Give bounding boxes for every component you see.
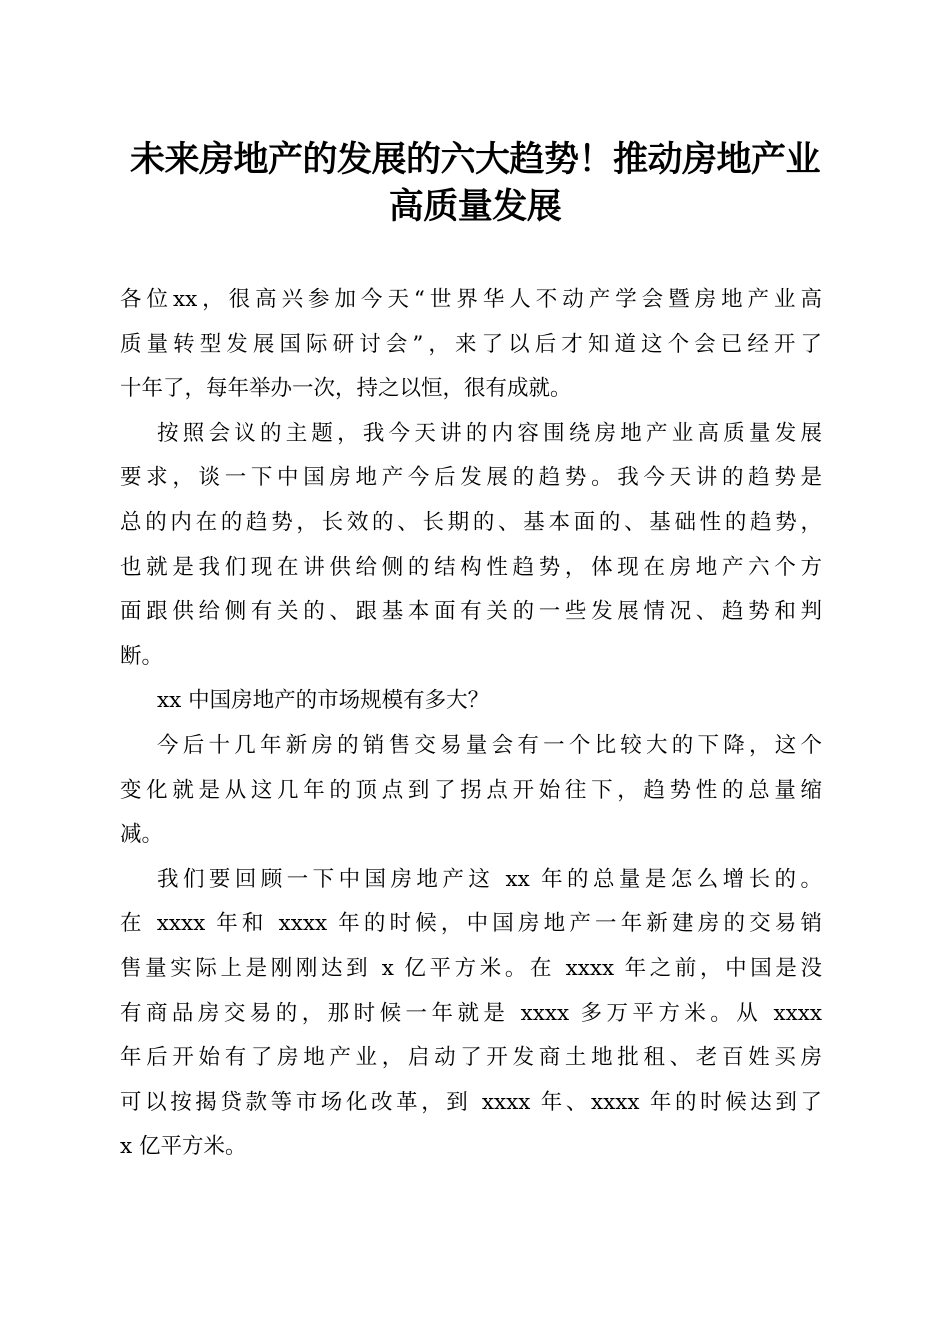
paragraph-decline — [120, 724, 830, 858]
paragraph-history — [120, 858, 830, 1170]
text-line: 总的内在的趋势，长效的、长期的、基本面的、基础性的趋势， — [120, 509, 822, 535]
text-line: 面跟供给侧有关的、跟基本面有关的一些发展情况、趋势和判 — [120, 599, 822, 625]
text-line: 各位xx，很高兴参加今天“世界华人不动产学会暨房地产业高 — [120, 287, 822, 312]
paragraph-greeting — [120, 278, 830, 412]
text-line: 要求，谈一下中国房地产今后发展的趋势。我今天讲的趋势是 — [120, 465, 822, 491]
document-title — [0, 136, 950, 230]
text-line: 售量实际上是刚刚达到 x 亿平方米。在 xxxx 年之前，中国是没 — [120, 955, 822, 981]
title-line-2: 高质量发展 — [388, 186, 562, 227]
text-line: 质量转型发展国际研讨会”，来了以后才知道这个会已经开了 — [120, 331, 822, 357]
paragraph-theme — [120, 412, 830, 680]
text-line: 年后开始有了房地产业，启动了开发商土地批租、老百姓买房 — [120, 1045, 822, 1071]
text-line: 按照会议的主题，我今天讲的内容围绕房地产业高质量发展 — [157, 420, 822, 446]
title-line-1: 未来房地产的发展的六大趋势！推动房地产业 — [129, 139, 820, 180]
section-heading-market-size — [120, 679, 830, 724]
text-line: x 亿平方米。 — [120, 1134, 247, 1160]
text-line: 也就是我们现在讲供给侧的结构性趋势，体现在房地产六个方 — [120, 554, 822, 580]
text-line: 减。 — [120, 822, 164, 848]
text-line: 十年了，每年举办一次，持之以恒，很有成就。 — [120, 376, 572, 402]
text-line: 断。 — [120, 643, 164, 669]
text-line: xx 中国房地产的市场规模有多大？ — [157, 688, 490, 714]
text-line: 今后十几年新房的销售交易量会有一个比较大的下降，这个 — [157, 732, 822, 758]
text-line: 在 xxxx 年和 xxxx 年的时候，中国房地产一年新建房的交易销 — [120, 911, 822, 937]
document-body — [120, 278, 830, 1170]
text-line: 可以按揭贷款等市场化改革，到 xxxx 年、xxxx 年的时候达到了 — [120, 1089, 822, 1115]
text-line: 我们要回顾一下中国房地产这 xx 年的总量是怎么增长的。 — [157, 866, 822, 892]
text-line: 变化就是从这几年的顶点到了拐点开始往下，趋势性的总量缩 — [120, 777, 822, 803]
text-line: 有商品房交易的，那时候一年就是 xxxx 多万平方米。从 xxxx — [120, 1000, 822, 1026]
